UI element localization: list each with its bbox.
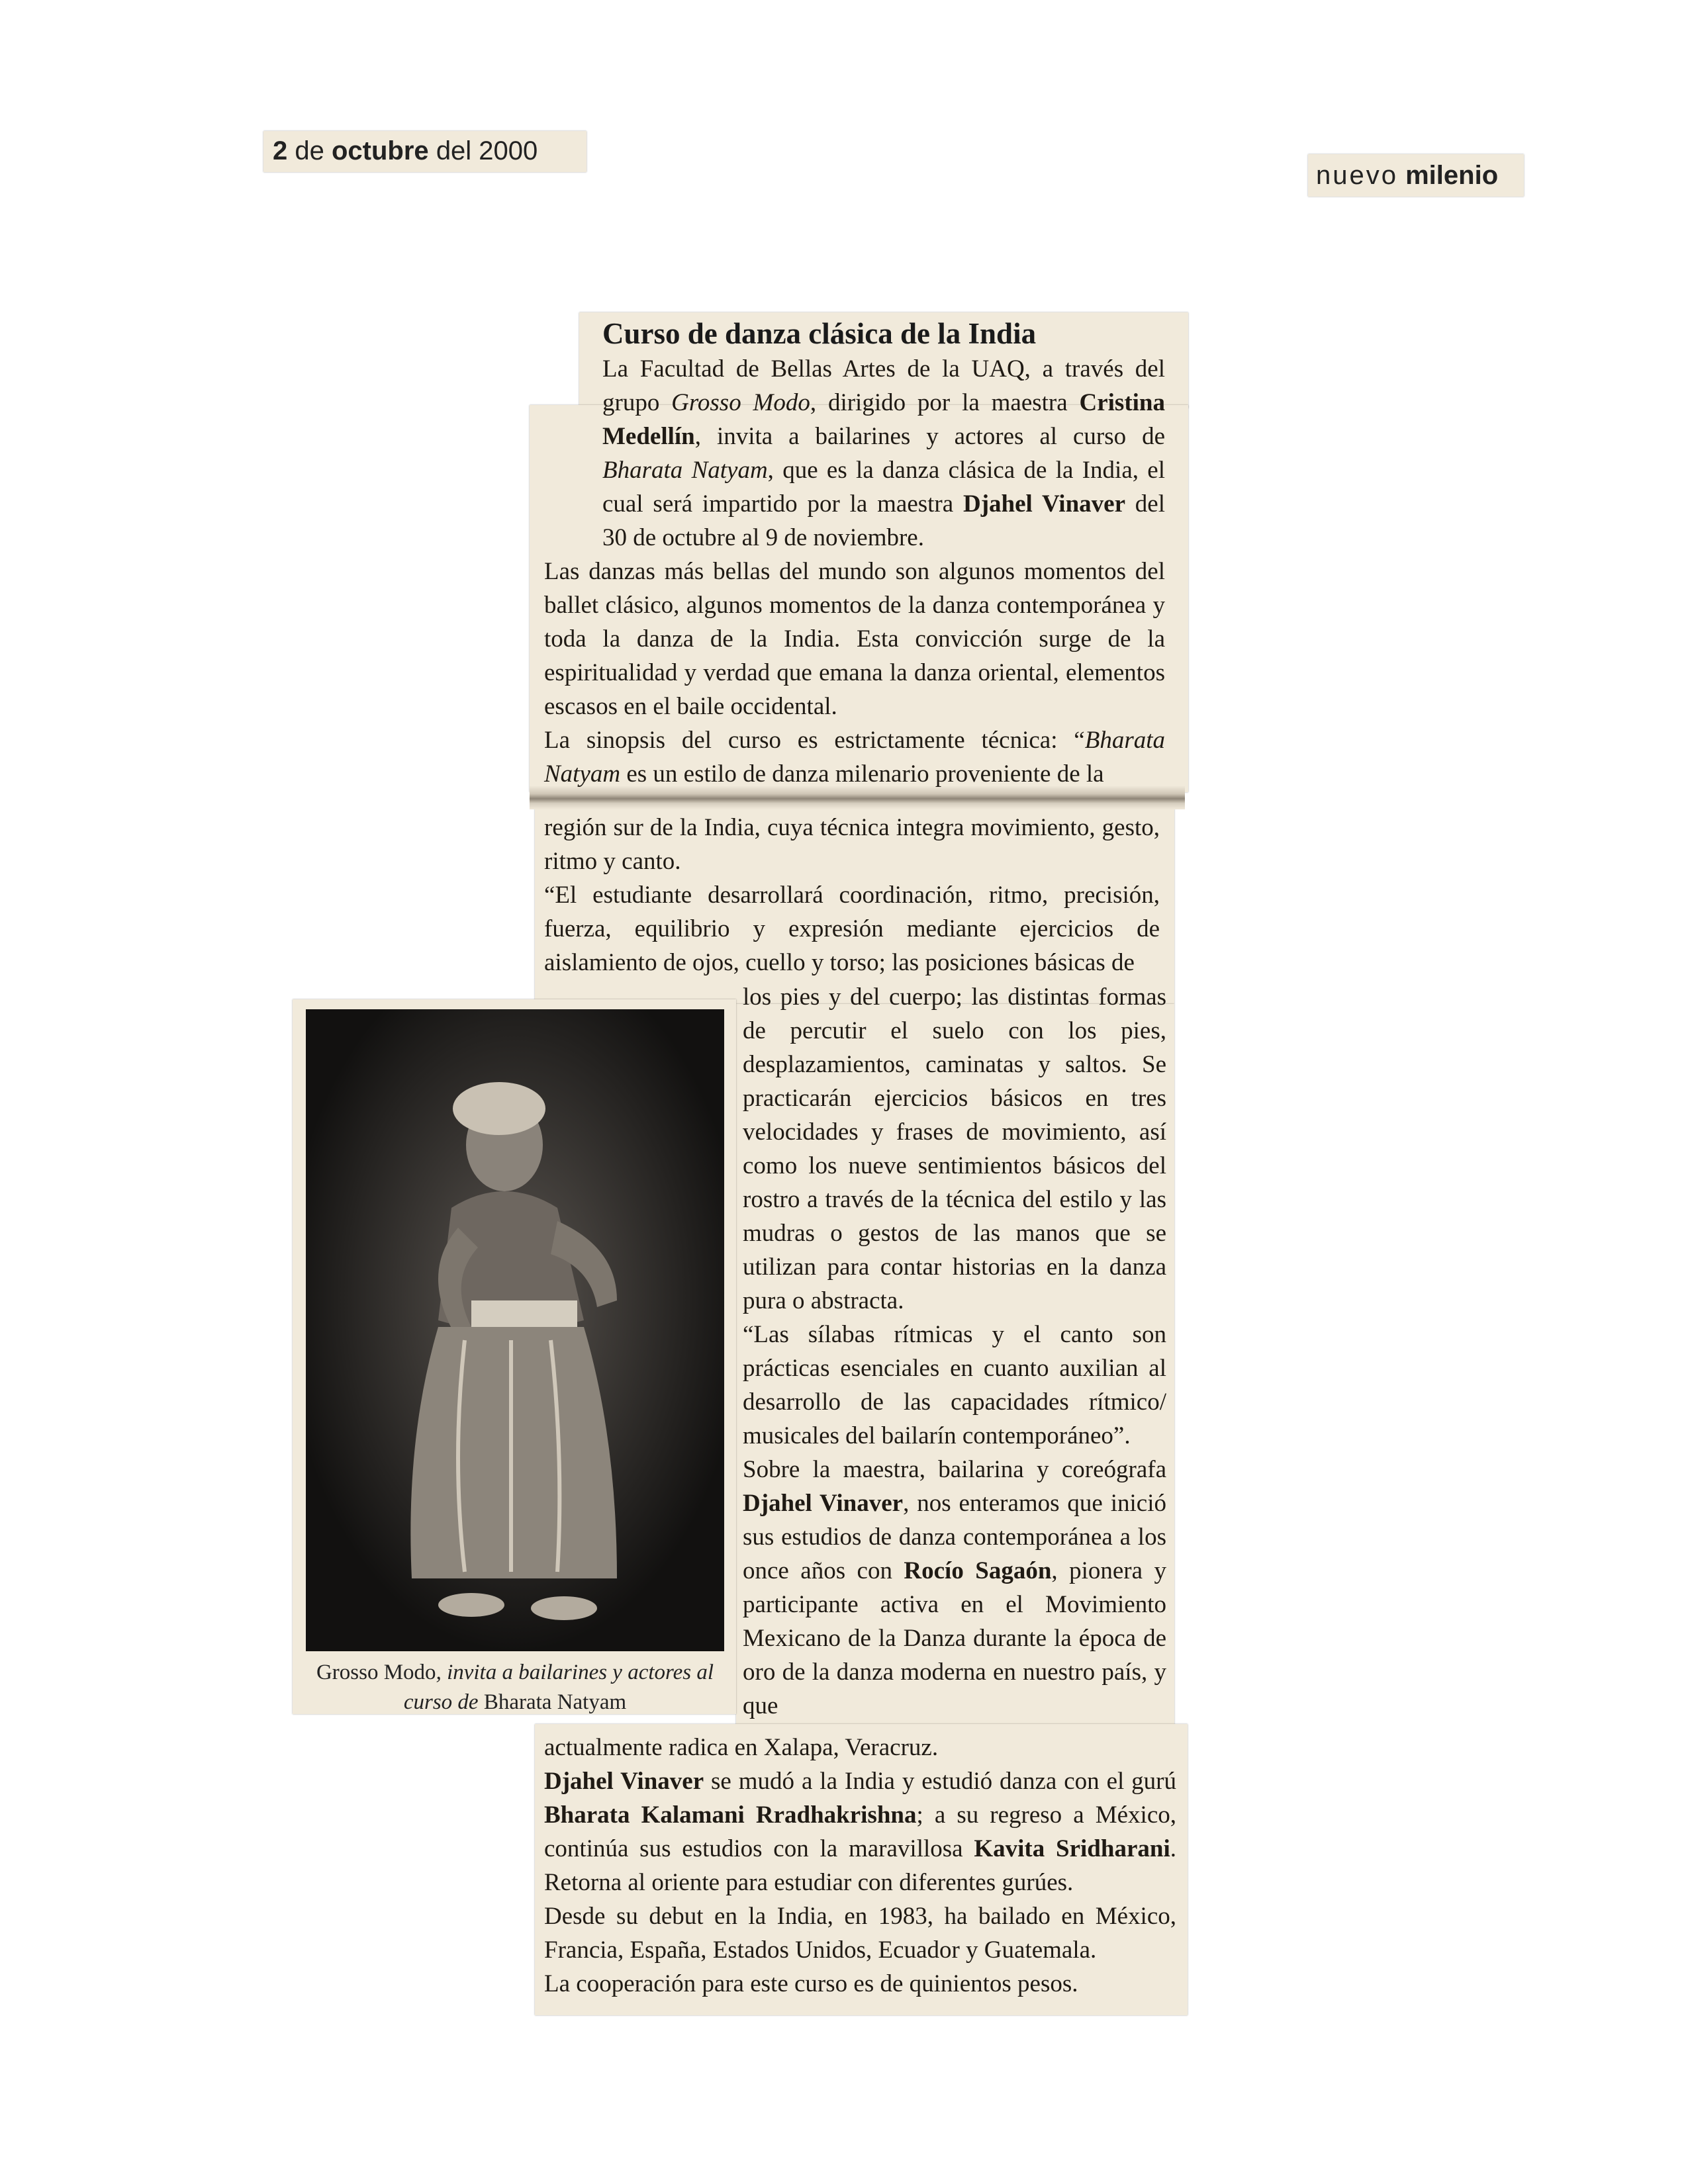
india-text-c: . Retorna al oriente para estudiar con diferentes gurúes.: [544, 1835, 1176, 1896]
article-upper-text: [544, 352, 1165, 791]
date-year: del 2000: [436, 136, 538, 165]
date-de: de: [295, 136, 324, 165]
date-month: octubre: [332, 136, 429, 165]
india-text-a: se mudó a la India y estudió danza con el gurú: [704, 1768, 1177, 1795]
paragraph-intro: [544, 352, 1165, 555]
paragraph-student-a: “El estudiante desarrollará coordinación, ritmo, precisión, fuerza, equilibrio y expresión mediante ejercicios de aislamiento de ojos, cuello y torso; las posiciones básicas de: [544, 882, 1160, 976]
paragraph-cost: La cooperación para este curso es de quinientos pesos.: [544, 1970, 1078, 1997]
synopsis-text-b: es un estilo de danza milenario proveniente de la: [620, 760, 1104, 788]
newspaper-name-clipping: [1308, 154, 1524, 197]
paragraph-beauty: Las danzas más bellas del mundo son algunos momentos del ballet clásico, algunos momentos de la danza contemporánea y toda la danza de la India. Esta convicción surge de la espiritualidad y verdad que emana la danza oriental, elementos escasos en el baile occidental.: [544, 558, 1165, 720]
newspaper-name-milenio: milenio: [1405, 161, 1499, 190]
newspaper-name-nuevo: nuevo: [1316, 161, 1398, 190]
intro-text-c: , invita a bailarines y actores al curso de: [694, 423, 1165, 450]
paragraph-debut: Desde su debut en la India, en 1983, ha bailado en México, Francia, España, Estados Unidos, Ecuador y Guatemala.: [544, 1903, 1176, 1964]
guru-name: Bharata Kalamani Rradhakrishna: [544, 1801, 917, 1829]
dance-style: Bharata Natyam: [602, 457, 768, 484]
article-bottom-text: [544, 1731, 1176, 2001]
date-line: [263, 131, 586, 171]
dancer-figure-icon: [306, 1009, 724, 1651]
india-text-b: ; a su regreso a México, continúa sus estudios con la maravillosa: [544, 1801, 1176, 1862]
photo-caption: [306, 1658, 724, 1717]
paragraph-syllables: “Las sílabas rítmicas y el canto son prácticas esenciales en cuanto auxilian al desarrollo de las capacidades rítmico/ musicales del bailarín contemporáneo”.: [743, 1321, 1166, 1449]
group-name: Grosso Modo: [671, 389, 810, 416]
intro-text-b: , dirigido por la maestra: [810, 389, 1080, 416]
bio-name: Djahel Vinaver: [743, 1490, 904, 1517]
date-day: 2: [273, 136, 288, 165]
intro-text-e: del 30 de octubre al 9 de noviembre.: [602, 490, 1166, 551]
bio-continued: actualmente radica en Xalapa, Veracruz.: [544, 1734, 939, 1761]
caption-text: , invita a bailarines y actores al curso de: [403, 1661, 714, 1714]
bio-mentor: Rocío Sagaón: [904, 1557, 1052, 1584]
instructor-name: Djahel Vinaver: [962, 490, 1125, 518]
paragraph-synopsis: [544, 723, 1165, 791]
article-title: Curso de danza clásica de la India: [602, 317, 1037, 350]
paragraph-student-b: los pies y del cuerpo; las distintas formas de percutir el suelo con los pies, desplazamientos, caminatas y saltos. Se practicarán ejercicios básicos en tres velocidades y frases de movimiento, así como los nueve sentimientos básicos del rostro a través de la técnica del estilo y las mudras o gestos de las manos que se utilizan para contar historias en la danza pura o abstracta.: [743, 983, 1166, 1314]
synopsis-continued: región sur de la India, cuya técnica integra movimiento, gesto, ritmo y canto.: [544, 814, 1160, 875]
synopsis-style: Bharata Natyam: [544, 727, 1165, 788]
teacher-name: Cristina Medellín: [602, 389, 1165, 450]
newspaper-name: [1308, 154, 1524, 197]
intro-text-a: La Facultad de Bellas Artes de la UAQ, a través del grupo: [602, 355, 1165, 416]
caption-style: Bharata Natyam: [483, 1690, 627, 1714]
article-middle-text: [544, 811, 1160, 979]
bio-text-a: Sobre la maestra, bailarina y coreógrafa: [743, 1456, 1166, 1483]
bio-text-b: , nos enteramos que inició sus estudios de danza contemporánea a los once años con: [743, 1490, 1166, 1584]
caption-group: Grosso Modo: [316, 1661, 436, 1684]
dancer-photo: [306, 1009, 724, 1651]
date-clipping: [263, 131, 586, 172]
india-name: Djahel Vinaver: [544, 1768, 704, 1795]
bio-text-c: , pionera y participante activa en el Movimiento Mexicano de la Danza durante la época de oro de la danza moderna en nuestro país, y que: [743, 1557, 1166, 1719]
paragraph-india: [544, 1764, 1176, 1899]
intro-text-d: , que es la danza clásica de la India, el cual será impartido por la maestra: [602, 457, 1165, 518]
kavita-name: Kavita Sridharani: [974, 1835, 1170, 1862]
synopsis-text-a: La sinopsis del curso es estrictamente técnica: “: [544, 727, 1085, 754]
article-column-text: [743, 980, 1166, 1723]
paragraph-biography: [743, 1453, 1166, 1723]
